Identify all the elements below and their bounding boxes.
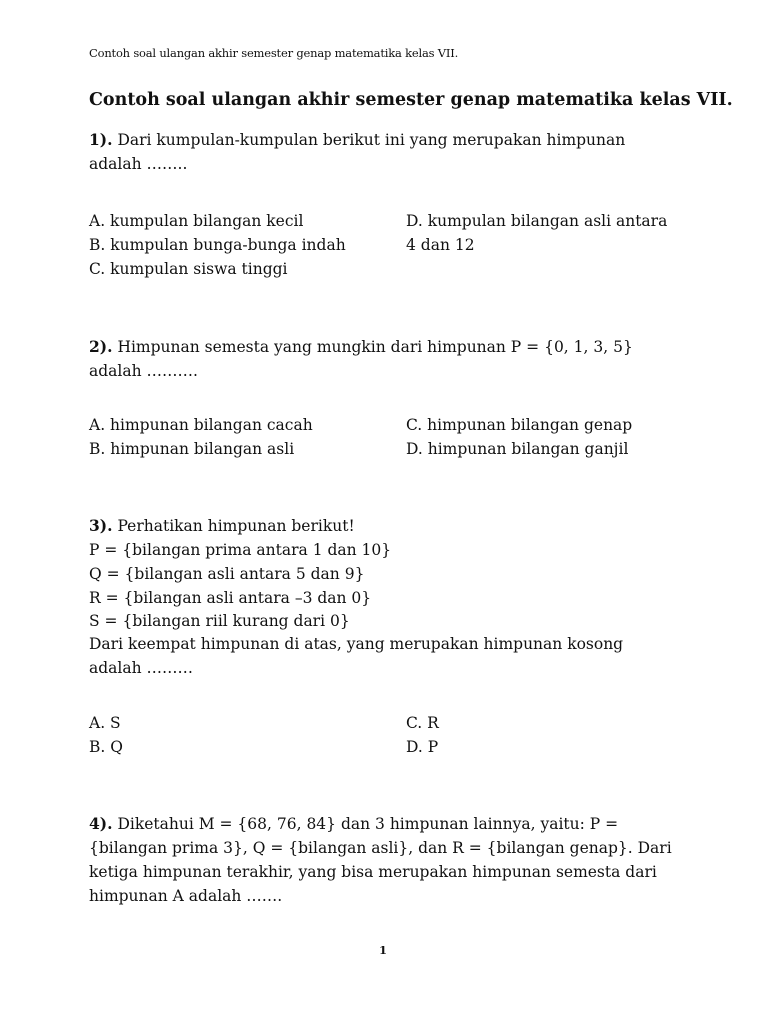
question-1-text: Dari kumpulan-kumpulan berikut ini yang merupakan himpunan: [112, 131, 626, 149]
question-1-line-2: adalah ……..: [89, 155, 188, 173]
document-title: Contoh soal ulangan akhir semester genap matematika kelas VII.: [89, 90, 733, 110]
question-3-line-6: Dari keempat himpunan di atas, yang merupakan himpunan kosong: [89, 635, 624, 653]
question-3-line-4: R = {bilangan asli antara –3 dan 0}: [89, 589, 372, 607]
question-3-number: 3).: [89, 516, 113, 535]
question-2-option-b: B. himpunan bilangan asli: [89, 440, 295, 458]
question-2-text: Himpunan semesta yang mungkin dari himpunan P = {0, 1, 3, 5}: [112, 338, 633, 356]
question-4-number: 4).: [89, 814, 113, 833]
question-2-line-2: adalah ……….: [89, 362, 198, 380]
question-4-line-1: [89, 812, 618, 837]
question-4-line-3: ketiga himpunan terakhir, yang bisa merupakan himpunan semesta dari: [89, 863, 657, 881]
page-number: 1: [379, 943, 388, 957]
question-3-line-5: S = {bilangan riil kurang dari 0}: [89, 612, 350, 630]
question-2-line-1: [89, 335, 633, 360]
question-1-line-1: [89, 128, 625, 153]
question-1-number: 1).: [89, 130, 113, 149]
question-3-line-2: P = {bilangan prima antara 1 dan 10}: [89, 541, 392, 559]
question-3-line-7: adalah ………: [89, 659, 194, 677]
question-3-line-3: Q = {bilangan asli antara 5 dan 9}: [89, 565, 365, 583]
question-1-option-d: D. kumpulan bilangan asli antara: [406, 212, 668, 230]
question-3-option-b: B. Q: [89, 738, 123, 756]
question-1-option-d-cont: 4 dan 12: [406, 236, 475, 254]
question-3-text: Perhatikan himpunan berikut!: [112, 517, 355, 535]
question-3-option-c: C. R: [406, 714, 439, 732]
question-4-line-4: himpunan A adalah …….: [89, 887, 283, 905]
question-2-number: 2).: [89, 337, 113, 356]
question-2-option-a: A. himpunan bilangan cacah: [89, 416, 313, 434]
page-header: Contoh soal ulangan akhir semester genap matematika kelas VII.: [89, 46, 459, 60]
question-4-text: Diketahui M = {68, 76, 84} dan 3 himpunan lainnya, yaitu: P =: [112, 815, 619, 833]
question-3-option-a: A. S: [89, 714, 121, 732]
question-3-option-d: D. P: [406, 738, 439, 756]
question-1-option-c: C. kumpulan siswa tinggi: [89, 260, 288, 278]
question-1-option-b: B. kumpulan bunga-bunga indah: [89, 236, 346, 254]
question-2-option-c: C. himpunan bilangan genap: [406, 416, 633, 434]
question-3-line-1: [89, 514, 355, 539]
question-1-option-a: A. kumpulan bilangan kecil: [89, 212, 304, 230]
question-4-line-2: {bilangan prima 3}, Q = {bilangan asli}, dan R = {bilangan genap}. Dari: [89, 839, 672, 857]
question-2-option-d: D. himpunan bilangan ganjil: [406, 440, 629, 458]
